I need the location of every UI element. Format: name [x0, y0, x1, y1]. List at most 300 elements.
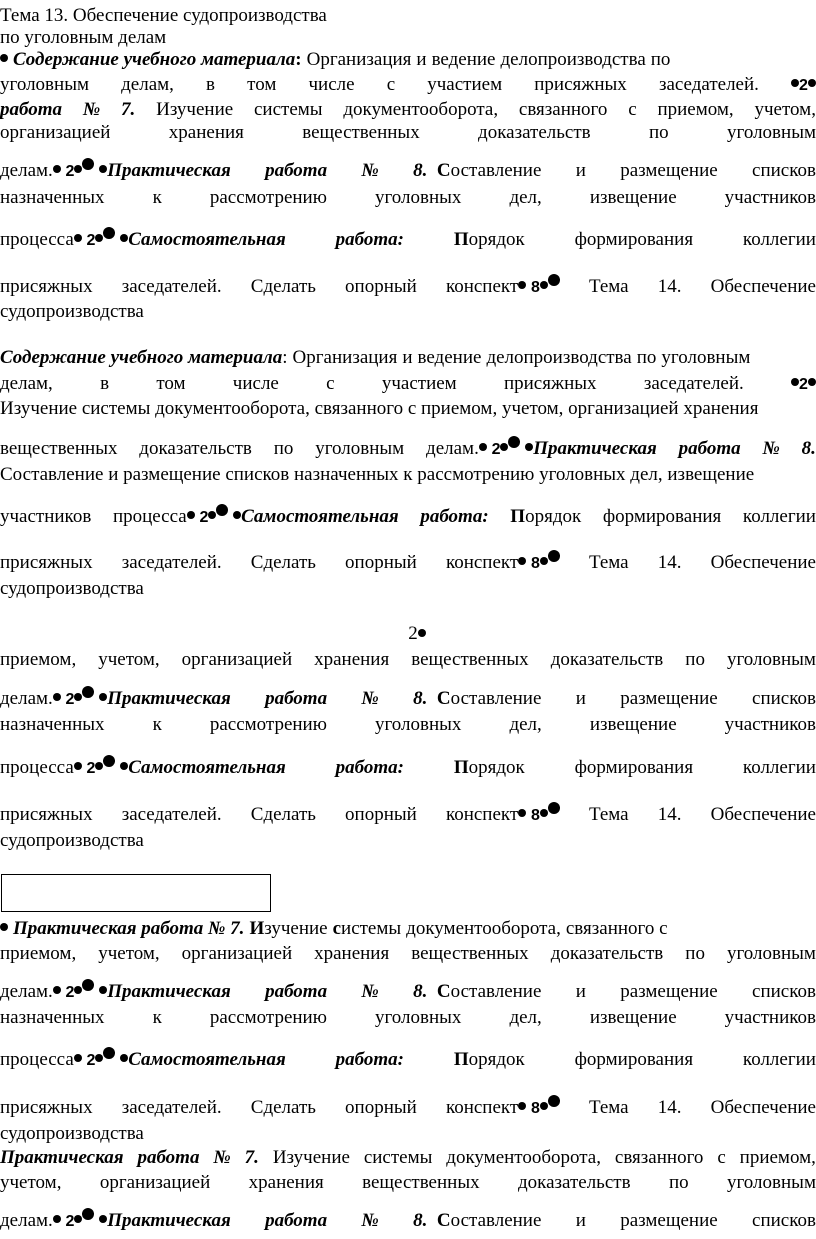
word: опорный	[345, 804, 417, 825]
word: заседателей.	[643, 373, 744, 394]
word: документооборота,	[406, 918, 561, 939]
word: процесса	[112, 505, 187, 527]
text-line	[0, 371, 816, 397]
marker	[0, 979, 231, 1006]
word: уголовных	[374, 714, 462, 735]
word: с	[628, 99, 637, 120]
word: и	[416, 49, 427, 70]
bullet-icon	[518, 1102, 526, 1110]
text-line	[0, 299, 816, 325]
word: Тема	[588, 276, 629, 297]
word: учетом,	[98, 649, 160, 670]
number: 2	[86, 1051, 96, 1069]
text-line	[0, 686, 816, 712]
word: Практическая	[0, 1147, 124, 1168]
text-line	[0, 345, 816, 371]
word-group	[413, 158, 541, 184]
word: назначенных	[0, 714, 105, 735]
bullet-icon	[103, 227, 115, 239]
bullet-icon	[95, 234, 103, 242]
bullet-icon	[500, 443, 508, 451]
text-line	[0, 979, 816, 1005]
number: 2	[408, 623, 418, 644]
bullet-icon	[120, 1054, 128, 1062]
bullet-icon	[479, 443, 487, 451]
word-group	[510, 504, 581, 530]
empty-frame	[1, 874, 271, 912]
word: приемом,	[739, 1147, 816, 1168]
word: делам.	[0, 159, 53, 181]
marker	[113, 504, 399, 531]
word: участников	[724, 1007, 816, 1028]
word: работа:	[420, 506, 489, 527]
word: Обеспечение	[710, 552, 816, 573]
text-line	[0, 941, 816, 967]
word: и	[402, 347, 413, 368]
word: Практическая	[107, 159, 231, 181]
bullet-icon	[518, 809, 526, 817]
word: списков	[752, 160, 816, 181]
word: С	[436, 1210, 451, 1231]
word: заседателей.	[121, 1097, 222, 1118]
bullet-icon	[187, 511, 195, 519]
word: системы	[254, 99, 323, 120]
bullet-icon	[418, 629, 426, 637]
word: работа	[0, 99, 63, 120]
bullet-icon	[518, 281, 526, 289]
bullet-icon	[540, 281, 548, 289]
bullet-icon	[53, 1215, 61, 1223]
word: №	[213, 1147, 231, 1168]
word: формирования	[574, 229, 694, 250]
word: учетом,	[98, 943, 160, 964]
word: Сделать	[250, 804, 316, 825]
word: Обеспечение	[710, 1097, 816, 1118]
word: орядок	[468, 229, 525, 250]
word: работа	[265, 160, 328, 181]
word: Практическая	[107, 687, 231, 709]
number: 8	[530, 1099, 540, 1117]
word: работа	[137, 1147, 200, 1168]
word: размещение	[620, 688, 718, 709]
word: по	[685, 649, 705, 670]
bullet-icon	[74, 693, 82, 701]
word: списков	[752, 688, 816, 709]
text-line	[0, 1095, 816, 1121]
word: 7.	[244, 1147, 259, 1168]
number: 2	[86, 759, 96, 777]
word: документооборота,	[446, 1147, 601, 1168]
word: доказательств	[550, 943, 664, 964]
word: участников	[724, 187, 816, 208]
word: работа:	[335, 757, 404, 778]
word: делам.	[426, 437, 479, 459]
word: приемом,	[0, 649, 77, 670]
bullet-icon	[74, 1054, 82, 1062]
word: Тема	[588, 1097, 629, 1118]
text-line	[0, 712, 816, 738]
word: конспект	[445, 1096, 519, 1118]
word: том	[156, 373, 186, 394]
word-group	[413, 686, 541, 712]
word: извещение	[589, 1007, 677, 1028]
word: ведение	[431, 49, 496, 70]
word: С	[436, 688, 451, 709]
word: размещение	[620, 981, 718, 1002]
word: №	[361, 160, 379, 181]
word: присяжных	[0, 804, 93, 825]
number: 2	[86, 231, 96, 249]
word: присяжных	[534, 74, 627, 95]
word: назначенных	[0, 187, 105, 208]
bullet-icon	[99, 693, 107, 701]
bullet-icon	[99, 1215, 107, 1223]
word: судопроизводства	[0, 1123, 144, 1144]
word: рассмотрению	[209, 714, 327, 735]
number: 2	[65, 983, 75, 1001]
subtitle-text: по уголовным делам	[0, 27, 167, 48]
word: Самостоятельная	[128, 756, 286, 778]
word: оставление	[450, 981, 542, 1002]
word: числе	[232, 373, 279, 394]
word: списков	[752, 1210, 816, 1231]
word: присяжных	[503, 373, 597, 394]
word: учетом,	[754, 99, 816, 120]
word: 8.	[413, 688, 428, 709]
marker	[0, 686, 231, 713]
bullet-icon	[233, 511, 241, 519]
word-group	[333, 916, 402, 942]
word: №	[762, 438, 780, 459]
word: истемы	[341, 918, 402, 939]
word: 8.	[801, 438, 816, 459]
word: коллегии	[742, 757, 816, 778]
word: Практическая	[107, 1209, 231, 1231]
word: 8.	[413, 1210, 428, 1231]
number: 2	[65, 1212, 75, 1230]
bullet-icon	[548, 550, 560, 562]
bullet-icon	[548, 1095, 560, 1107]
word: делам,	[0, 373, 53, 394]
word: процесса	[0, 1048, 74, 1070]
word: уголовным	[315, 438, 405, 459]
word: Организация	[292, 347, 398, 368]
word: в	[206, 74, 216, 95]
word: №	[361, 981, 379, 1002]
marker	[791, 72, 816, 99]
marker	[446, 274, 560, 301]
word: уголовным	[727, 122, 816, 143]
bullet-icon	[548, 802, 560, 814]
word: делам.	[0, 687, 53, 709]
word: 14.	[657, 552, 682, 573]
text-line	[0, 1145, 816, 1171]
word: Изучение	[272, 1147, 350, 1168]
word: хранения	[168, 122, 244, 143]
bullet-icon	[95, 762, 103, 770]
word: зучение	[264, 918, 328, 939]
word: хранения	[314, 943, 390, 964]
bullet-icon	[0, 923, 8, 931]
word: №	[361, 688, 379, 709]
bullet-icon	[208, 511, 216, 519]
marker	[446, 1095, 560, 1122]
word: к	[152, 714, 162, 735]
number: 2	[65, 690, 75, 708]
text-line: Содержание учебного материала : Организация и ведение делопроизводства по	[0, 47, 816, 73]
word: Самостоятельная	[241, 505, 399, 527]
word: уголовных	[374, 187, 462, 208]
word: приемом,	[0, 943, 77, 964]
word: Тема	[588, 804, 629, 825]
word: по	[648, 122, 669, 143]
word: и	[575, 160, 586, 181]
bullet-icon	[95, 1054, 103, 1062]
word: размещение	[620, 1210, 718, 1231]
word: размещение	[620, 160, 718, 181]
word: судопроизводства	[0, 830, 144, 851]
word: вещественных	[0, 438, 118, 459]
word: П	[453, 757, 469, 778]
text-line	[0, 436, 816, 462]
text-line	[0, 647, 816, 673]
text-line	[0, 504, 816, 530]
word: извещение	[589, 714, 677, 735]
word: Сделать	[250, 1097, 316, 1118]
word: хранения	[314, 649, 390, 670]
word: С	[436, 981, 451, 1002]
bullet-icon	[82, 979, 94, 991]
word: С	[436, 160, 451, 181]
text-line	[0, 274, 816, 300]
word: присяжных	[0, 552, 93, 573]
word: к	[152, 1007, 162, 1028]
word: уголовным	[726, 1172, 816, 1193]
word: заседателей.	[121, 804, 222, 825]
word: с	[386, 74, 396, 95]
word: вещественных	[302, 122, 420, 143]
bullet-icon	[99, 986, 107, 994]
marker	[0, 755, 286, 782]
bullet-icon	[82, 686, 94, 698]
word: судопроизводства	[0, 578, 144, 599]
word: Сделать	[250, 552, 316, 573]
text-line	[0, 1005, 816, 1031]
bullet-icon	[791, 79, 799, 87]
word: организацией	[99, 1172, 211, 1193]
word: том	[247, 74, 277, 95]
title-text: Тема 13. Обеспечение судопроизводства	[0, 5, 327, 26]
word: организацией	[0, 122, 111, 143]
word-group	[454, 755, 525, 781]
word: Самостоятельная	[128, 1048, 286, 1070]
word: Практическая	[107, 980, 231, 1002]
word: по	[685, 943, 705, 964]
text-line	[0, 1170, 816, 1196]
text-line	[0, 550, 816, 576]
word: П	[453, 229, 469, 250]
text-line	[0, 72, 816, 98]
bullet-icon	[53, 165, 61, 173]
word: учетом,	[0, 1172, 62, 1193]
marker	[0, 227, 286, 254]
word: делопроизводства	[486, 347, 632, 368]
word: П	[510, 506, 526, 527]
number: 8	[530, 554, 540, 572]
word: работа	[265, 1210, 328, 1231]
word: 14.	[657, 276, 682, 297]
word: конспект	[445, 275, 519, 297]
number: 2	[491, 440, 501, 458]
text-line	[0, 916, 816, 942]
word: уголовным	[726, 649, 816, 670]
number: 8	[530, 806, 540, 824]
word: Тема	[588, 552, 629, 573]
word: уголовным	[726, 943, 816, 964]
word: связанного	[614, 1147, 704, 1168]
word: рассмотрению	[209, 187, 327, 208]
word: процесса	[0, 228, 74, 250]
bullet-icon	[74, 762, 82, 770]
word: делам,	[121, 74, 174, 95]
word: оставление	[450, 160, 542, 181]
text-line	[0, 396, 816, 422]
word: организацией	[181, 943, 293, 964]
word-group	[413, 979, 541, 1005]
word: системы	[363, 1147, 433, 1168]
word: Самостоятельная	[128, 228, 286, 250]
word: Организация	[306, 49, 412, 70]
text-line	[0, 227, 816, 253]
word: Обеспечение	[710, 276, 816, 297]
word: №	[361, 1210, 379, 1231]
word: 7.	[121, 99, 136, 120]
bullet-icon	[74, 986, 82, 994]
marker	[446, 802, 560, 829]
word: извещение	[589, 187, 677, 208]
word: Сделать	[250, 276, 316, 297]
bullet-icon	[74, 234, 82, 242]
marker	[0, 158, 231, 185]
word: 8.	[413, 981, 428, 1002]
word: дел,	[509, 187, 542, 208]
word: доказательств	[517, 1172, 631, 1193]
word: документооборота,	[343, 99, 499, 120]
bullet-icon	[99, 165, 107, 173]
word: заседателей.	[121, 276, 222, 297]
word: Практическая	[533, 437, 657, 459]
marker	[426, 436, 657, 463]
word: вещественных	[362, 1172, 480, 1193]
word: по	[273, 438, 294, 459]
heading-text: Содержание учебного материала	[13, 49, 296, 70]
word-group	[413, 1208, 541, 1234]
word: дел,	[509, 1007, 542, 1028]
word: связанного	[518, 99, 608, 120]
word: судопроизводства	[0, 301, 144, 322]
text-line	[0, 1047, 816, 1073]
bullet-icon	[53, 986, 61, 994]
text-line	[0, 755, 816, 781]
word: формирования	[574, 1049, 694, 1070]
word: формирования	[574, 757, 694, 778]
text-line	[0, 576, 816, 602]
word: процесса	[0, 756, 74, 778]
word: П	[453, 1049, 469, 1070]
number: 2	[65, 162, 75, 180]
word: доказательств	[550, 649, 664, 670]
marker	[0, 1047, 286, 1074]
bullet-icon	[103, 1047, 115, 1059]
word: работа:	[335, 229, 404, 250]
word: в	[100, 373, 110, 394]
number: 8	[530, 278, 540, 296]
word: по	[636, 347, 657, 368]
word: коллегии	[742, 506, 816, 527]
word: 14.	[657, 1097, 682, 1118]
bullet-icon	[791, 378, 799, 386]
word: присяжных	[0, 276, 93, 297]
word-group	[454, 227, 525, 253]
word: списков	[752, 981, 816, 1002]
word: делам.	[0, 980, 53, 1002]
heading-text: Содержание учебного материала	[0, 347, 283, 368]
word: дел,	[509, 714, 542, 735]
word: работа	[265, 688, 328, 709]
bullet-icon	[518, 557, 526, 565]
word: заседателей.	[658, 74, 759, 95]
sentence: Составление и размещение списков назначенных к рассмотрению уголовных дел, извещение	[0, 464, 755, 485]
word: и	[575, 1210, 586, 1231]
marker	[0, 1208, 231, 1235]
bullet-icon	[74, 165, 82, 173]
bullet-icon	[216, 504, 228, 516]
word: по	[650, 49, 671, 70]
text-line	[0, 1121, 816, 1147]
word: уголовным	[661, 347, 751, 368]
word: и	[575, 981, 586, 1002]
text-line	[0, 1208, 816, 1234]
number: 2	[199, 508, 209, 526]
word: с	[326, 373, 335, 394]
word: доказательств	[478, 122, 591, 143]
word: работа	[265, 981, 328, 1002]
word: уголовных	[374, 1007, 462, 1028]
bullet-icon	[540, 557, 548, 565]
word: участием	[381, 373, 457, 394]
word: оставление	[450, 688, 542, 709]
word: работа	[678, 438, 741, 459]
word: №	[82, 99, 101, 120]
bullet-icon	[74, 1215, 82, 1223]
word: заседателей.	[121, 552, 222, 573]
bullet-icon	[808, 79, 816, 87]
word: коллегии	[742, 229, 816, 250]
word: и	[575, 688, 586, 709]
word: 8.	[413, 160, 428, 181]
word: вещественных	[411, 649, 529, 670]
word: Изучение	[156, 99, 234, 120]
page-marker	[0, 621, 816, 647]
bullet-icon	[808, 378, 816, 386]
word: конспект	[445, 803, 519, 825]
heading-text: Практическая работа № 7.	[13, 918, 245, 939]
word: рассмотрению	[209, 1007, 327, 1028]
word: хранения	[248, 1172, 324, 1193]
text-line	[0, 158, 816, 184]
word: конспект	[445, 551, 519, 573]
marker	[446, 550, 560, 577]
